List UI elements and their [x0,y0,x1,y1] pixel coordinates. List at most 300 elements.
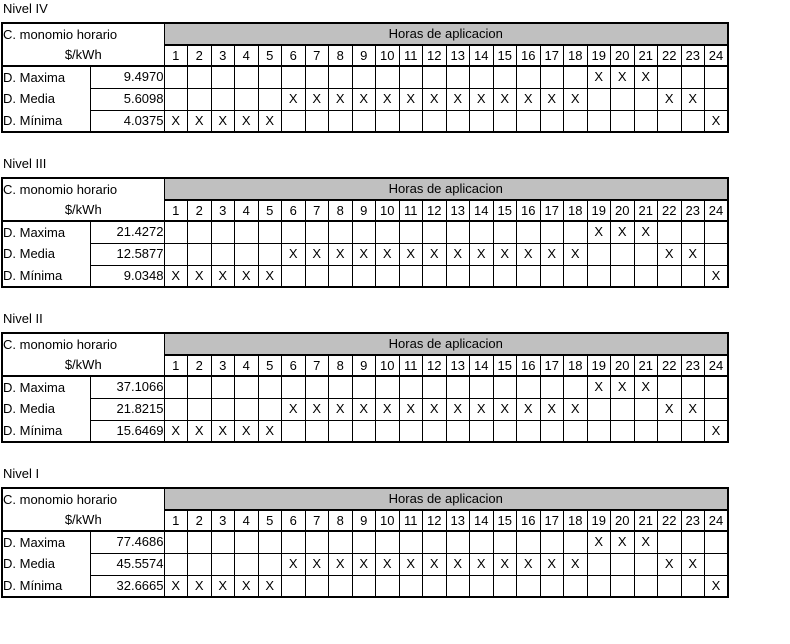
marked-hour-cell: X [517,553,541,575]
row-label: D. Mínima [2,420,90,442]
marked-hour-cell: X [211,110,235,132]
empty-hour-cell [705,66,729,88]
marked-hour-cell: X [634,66,658,88]
empty-hour-cell [493,110,517,132]
tariff-table [1,177,729,288]
empty-hour-cell [705,398,729,420]
empty-hour-cell [423,66,447,88]
empty-hour-cell [352,531,376,553]
tariff-tables-page [1,2,790,598]
empty-hour-cell [540,420,564,442]
empty-hour-cell [493,221,517,243]
empty-hour-cell [540,221,564,243]
hour-number: 9 [352,510,376,531]
empty-hour-cell [211,376,235,398]
nivel-section [1,467,790,598]
hour-number: 16 [517,510,541,531]
hour-number: 19 [587,510,611,531]
hour-number: 10 [376,45,400,66]
hour-number: 17 [540,45,564,66]
empty-hour-cell [305,531,329,553]
empty-hour-cell [305,66,329,88]
hour-number: 13 [446,355,470,376]
empty-hour-cell [376,221,400,243]
marked-hour-cell: X [446,553,470,575]
row-value: 9.4970 [90,66,164,88]
empty-hour-cell [188,531,212,553]
empty-hour-cell [564,575,588,597]
row-value: 4.0375 [90,110,164,132]
marked-hour-cell: X [282,88,306,110]
marked-hour-cell: X [282,243,306,265]
empty-hour-cell [564,376,588,398]
marked-hour-cell: X [352,553,376,575]
empty-hour-cell [564,221,588,243]
empty-hour-cell [611,265,635,287]
empty-hour-cell [540,110,564,132]
empty-hour-cell [493,265,517,287]
marked-hour-cell: X [188,420,212,442]
empty-hour-cell [352,575,376,597]
empty-hour-cell [423,531,447,553]
table-row [2,531,728,553]
empty-hour-cell [282,221,306,243]
empty-hour-cell [352,110,376,132]
empty-hour-cell [634,553,658,575]
row-label: D. Maxima [2,531,90,553]
hour-number: 19 [587,45,611,66]
empty-hour-cell [634,420,658,442]
row-value: 21.4272 [90,221,164,243]
empty-hour-cell [587,110,611,132]
row-label: D. Media [2,398,90,420]
hour-number: 5 [258,510,282,531]
empty-hour-cell [587,243,611,265]
hour-number: 21 [634,510,658,531]
hour-number: 14 [470,200,494,221]
marked-hour-cell: X [587,221,611,243]
marked-hour-cell: X [611,221,635,243]
empty-hour-cell [258,553,282,575]
empty-hour-cell [235,88,259,110]
hour-number: 4 [235,355,259,376]
empty-hour-cell [164,88,188,110]
table-row [2,575,728,597]
empty-hour-cell [705,243,729,265]
marked-hour-cell: X [634,221,658,243]
hour-number: 12 [423,200,447,221]
empty-hour-cell [164,553,188,575]
marked-hour-cell: X [470,398,494,420]
empty-hour-cell [258,376,282,398]
hour-number: 3 [211,510,235,531]
hour-number: 17 [540,510,564,531]
empty-hour-cell [634,575,658,597]
empty-hour-cell [164,531,188,553]
empty-hour-cell [305,110,329,132]
hour-number: 22 [658,355,682,376]
hour-number: 6 [282,510,306,531]
hour-number: 20 [611,510,635,531]
corner-header: C. monomio horario [3,336,118,352]
marked-hour-cell: X [235,575,259,597]
row-label: D. Maxima [2,221,90,243]
empty-hour-cell [634,88,658,110]
empty-hour-cell [188,243,212,265]
section-title: Nivel II [3,311,43,326]
tariff-table [1,22,729,133]
hour-number: 15 [493,510,517,531]
empty-hour-cell [470,531,494,553]
hour-number: 3 [211,200,235,221]
marked-hour-cell: X [705,110,729,132]
hour-number: 1 [164,510,188,531]
header-row-2 [2,45,728,66]
hours-header: Horas de aplicacion [164,488,728,510]
header-row-1 [2,23,728,45]
table-row [2,221,728,243]
empty-hour-cell [470,376,494,398]
header-row-1 [2,333,728,355]
empty-hour-cell [470,66,494,88]
empty-hour-cell [423,575,447,597]
empty-hour-cell [352,265,376,287]
empty-hour-cell [634,110,658,132]
empty-hour-cell [423,376,447,398]
marked-hour-cell: X [188,265,212,287]
empty-hour-cell [446,221,470,243]
marked-hour-cell: X [258,575,282,597]
marked-hour-cell: X [540,88,564,110]
marked-hour-cell: X [658,88,682,110]
marked-hour-cell: X [164,420,188,442]
empty-hour-cell [470,221,494,243]
header-row-2 [2,510,728,531]
hour-number: 19 [587,355,611,376]
marked-hour-cell: X [587,531,611,553]
row-label: D. Maxima [2,376,90,398]
marked-hour-cell: X [493,398,517,420]
empty-hour-cell [258,398,282,420]
empty-hour-cell [517,66,541,88]
empty-hour-cell [564,66,588,88]
empty-hour-cell [634,265,658,287]
empty-hour-cell [658,221,682,243]
empty-hour-cell [399,531,423,553]
marked-hour-cell: X [564,88,588,110]
empty-hour-cell [470,110,494,132]
unit-label: $/kWh [2,510,164,531]
hour-number: 2 [188,510,212,531]
hour-number: 23 [681,200,705,221]
empty-hour-cell [188,66,212,88]
empty-hour-cell [376,420,400,442]
marked-hour-cell: X [611,66,635,88]
hour-number: 18 [564,510,588,531]
marked-hour-cell: X [517,398,541,420]
empty-hour-cell [540,376,564,398]
table-row [2,420,728,442]
marked-hour-cell: X [446,398,470,420]
empty-hour-cell [235,376,259,398]
empty-hour-cell [211,243,235,265]
empty-hour-cell [376,110,400,132]
empty-hour-cell [470,265,494,287]
table-row [2,110,728,132]
marked-hour-cell: X [587,376,611,398]
hour-number: 7 [305,200,329,221]
marked-hour-cell: X [352,88,376,110]
hour-number: 9 [352,45,376,66]
empty-hour-cell [329,531,353,553]
hour-number: 1 [164,200,188,221]
table-row [2,398,728,420]
empty-hour-cell [399,110,423,132]
hour-number: 16 [517,45,541,66]
row-label: D. Mínima [2,110,90,132]
empty-hour-cell [305,221,329,243]
marked-hour-cell: X [564,243,588,265]
marked-hour-cell: X [305,243,329,265]
marked-hour-cell: X [681,243,705,265]
empty-hour-cell [446,531,470,553]
empty-hour-cell [235,66,259,88]
hour-number: 18 [564,200,588,221]
empty-hour-cell [399,376,423,398]
row-value: 12.5877 [90,243,164,265]
marked-hour-cell: X [540,398,564,420]
row-value: 5.6098 [90,88,164,110]
marked-hour-cell: X [399,243,423,265]
empty-hour-cell [446,575,470,597]
marked-hour-cell: X [681,398,705,420]
row-label: D. Maxima [2,66,90,88]
marked-hour-cell: X [658,243,682,265]
empty-hour-cell [540,575,564,597]
hour-number: 16 [517,355,541,376]
marked-hour-cell: X [634,531,658,553]
empty-hour-cell [376,575,400,597]
hour-number: 14 [470,45,494,66]
empty-hour-cell [352,376,376,398]
marked-hour-cell: X [352,243,376,265]
empty-hour-cell [399,221,423,243]
empty-hour-cell [658,376,682,398]
empty-hour-cell [258,531,282,553]
marked-hour-cell: X [470,243,494,265]
nivel-section [1,157,790,288]
hour-number: 4 [235,510,259,531]
empty-hour-cell [611,553,635,575]
table-row [2,88,728,110]
hour-number: 15 [493,45,517,66]
empty-hour-cell [399,265,423,287]
row-label: D. Mínima [2,265,90,287]
hour-number: 2 [188,45,212,66]
empty-hour-cell [423,420,447,442]
marked-hour-cell: X [164,575,188,597]
marked-hour-cell: X [517,243,541,265]
section-title: Nivel III [3,156,47,171]
marked-hour-cell: X [611,376,635,398]
marked-hour-cell: X [658,398,682,420]
empty-hour-cell [164,398,188,420]
row-value: 37.1066 [90,376,164,398]
empty-hour-cell [235,221,259,243]
empty-hour-cell [211,531,235,553]
empty-hour-cell [540,531,564,553]
empty-hour-cell [423,221,447,243]
corner-header: C. monomio horario [3,491,118,507]
marked-hour-cell: X [423,553,447,575]
empty-hour-cell [517,265,541,287]
empty-hour-cell [564,531,588,553]
hour-number: 2 [188,200,212,221]
marked-hour-cell: X [423,398,447,420]
hour-number: 17 [540,355,564,376]
hour-number: 1 [164,355,188,376]
empty-hour-cell [188,376,212,398]
empty-hour-cell [423,110,447,132]
empty-hour-cell [376,531,400,553]
marked-hour-cell: X [470,88,494,110]
hour-number: 20 [611,45,635,66]
marked-hour-cell: X [705,265,729,287]
empty-hour-cell [282,265,306,287]
empty-hour-cell [681,376,705,398]
empty-hour-cell [634,243,658,265]
hour-number: 3 [211,45,235,66]
empty-hour-cell [305,575,329,597]
empty-hour-cell [211,88,235,110]
empty-hour-cell [611,88,635,110]
hour-number: 5 [258,355,282,376]
hours-header: Horas de aplicacion [164,23,728,45]
row-label: D. Media [2,553,90,575]
hour-number: 21 [634,200,658,221]
empty-hour-cell [681,265,705,287]
hour-number: 11 [399,510,423,531]
marked-hour-cell: X [211,575,235,597]
hour-number: 12 [423,45,447,66]
marked-hour-cell: X [282,398,306,420]
empty-hour-cell [587,420,611,442]
hour-number: 2 [188,355,212,376]
empty-hour-cell [235,531,259,553]
marked-hour-cell: X [540,553,564,575]
empty-hour-cell [634,398,658,420]
empty-hour-cell [470,575,494,597]
hour-number: 6 [282,200,306,221]
empty-hour-cell [681,531,705,553]
empty-hour-cell [329,66,353,88]
empty-hour-cell [705,553,729,575]
row-label: D. Media [2,88,90,110]
empty-hour-cell [235,243,259,265]
empty-hour-cell [493,575,517,597]
marked-hour-cell: X [258,420,282,442]
empty-hour-cell [681,420,705,442]
hour-number: 9 [352,200,376,221]
empty-hour-cell [587,398,611,420]
empty-hour-cell [611,398,635,420]
empty-hour-cell [446,110,470,132]
marked-hour-cell: X [587,66,611,88]
marked-hour-cell: X [564,398,588,420]
row-value: 21.8215 [90,398,164,420]
row-value: 15.6469 [90,420,164,442]
hour-number: 3 [211,355,235,376]
empty-hour-cell [305,420,329,442]
marked-hour-cell: X [658,553,682,575]
empty-hour-cell [587,553,611,575]
marked-hour-cell: X [305,398,329,420]
empty-hour-cell [493,531,517,553]
hour-number: 4 [235,45,259,66]
hour-number: 24 [705,355,729,376]
empty-hour-cell [164,376,188,398]
marked-hour-cell: X [681,88,705,110]
empty-hour-cell [352,221,376,243]
empty-hour-cell [446,265,470,287]
empty-hour-cell [352,66,376,88]
empty-hour-cell [705,221,729,243]
corner-header: C. monomio horario [3,181,118,197]
hour-number: 23 [681,45,705,66]
empty-hour-cell [446,66,470,88]
marked-hour-cell: X [258,265,282,287]
hour-number: 7 [305,510,329,531]
empty-hour-cell [446,376,470,398]
row-value: 32.6665 [90,575,164,597]
marked-hour-cell: X [211,265,235,287]
marked-hour-cell: X [305,88,329,110]
empty-hour-cell [517,420,541,442]
table-row [2,265,728,287]
marked-hour-cell: X [329,553,353,575]
marked-hour-cell: X [493,88,517,110]
empty-hour-cell [517,531,541,553]
hour-number: 24 [705,510,729,531]
empty-hour-cell [587,575,611,597]
marked-hour-cell: X [258,110,282,132]
empty-hour-cell [282,110,306,132]
section-title: Nivel IV [3,1,48,16]
hour-number: 4 [235,200,259,221]
tariff-table [1,487,729,598]
hour-number: 15 [493,355,517,376]
row-value: 77.4686 [90,531,164,553]
hour-number: 5 [258,45,282,66]
empty-hour-cell [399,420,423,442]
empty-hour-cell [258,66,282,88]
marked-hour-cell: X [493,243,517,265]
hour-number: 22 [658,45,682,66]
empty-hour-cell [329,575,353,597]
empty-hour-cell [658,420,682,442]
marked-hour-cell: X [399,553,423,575]
empty-hour-cell [329,110,353,132]
empty-hour-cell [540,265,564,287]
hours-header: Horas de aplicacion [164,178,728,200]
empty-hour-cell [258,243,282,265]
marked-hour-cell: X [399,88,423,110]
nivel-section [1,2,790,133]
empty-hour-cell [611,110,635,132]
hour-number: 8 [329,510,353,531]
empty-hour-cell [611,575,635,597]
empty-hour-cell [446,420,470,442]
